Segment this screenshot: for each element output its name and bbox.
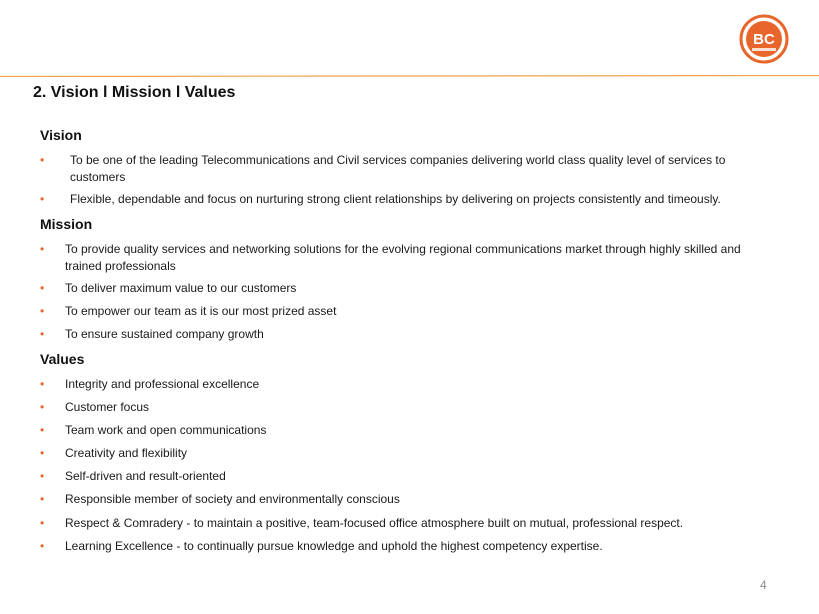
bullet-dot: •	[40, 281, 45, 295]
bullet-dot: •	[40, 423, 45, 437]
bullet-dot: •	[40, 192, 45, 206]
header-divider	[0, 75, 819, 77]
list-item: • To ensure sustained company growth	[40, 327, 264, 341]
bullet-dot: •	[40, 400, 45, 414]
values-heading: Values	[40, 351, 85, 367]
list-item: • Creativity and flexibility	[40, 446, 188, 460]
list-item: • Integrity and professional excellence	[40, 377, 260, 391]
bullet-dot: •	[40, 516, 45, 530]
bullet-dot: •	[40, 304, 45, 318]
bullet-dot: •	[40, 446, 45, 460]
bullet-dot: •	[40, 153, 45, 167]
mission-heading: Mission	[40, 216, 93, 232]
list-item: • To empower our team as it is our most prized asset	[40, 304, 337, 318]
bullet-dot: •	[40, 469, 45, 483]
vision-heading: Vision	[40, 127, 82, 143]
list-item: • To be one of the leading Telecommunications and Civil services companies delivering world class quality level of services to customers	[40, 153, 726, 184]
list-item: • Team work and open communications	[40, 423, 267, 437]
list-item: • Respect & Comradery - to maintain a positive, team-focused office atmosphere built on mutual, professional respect.	[40, 516, 684, 530]
list-item: • To deliver maximum value to our customers	[40, 281, 297, 295]
page-title: 2. Vision l Mission l Values	[33, 84, 236, 101]
bullet-dot: •	[40, 539, 45, 553]
list-item: • Customer focus	[40, 400, 150, 414]
company-logo	[739, 14, 789, 64]
svg-text:BC: BC	[753, 31, 775, 48]
page-number: 4	[760, 578, 767, 592]
list-item: • Flexible, dependable and focus on nurturing strong client relationships by delivering on projects consistently and timeously.	[40, 192, 721, 206]
list-item: • Responsible member of society and environmentally conscious	[40, 492, 400, 506]
list-item: • Learning Excellence - to continually pursue knowledge and uphold the highest competency expertise.	[40, 539, 603, 553]
list-item: • Self-driven and result-oriented	[40, 469, 226, 483]
bullet-dot: •	[40, 242, 45, 256]
bullet-dot: •	[40, 327, 45, 341]
bullet-dot: •	[40, 377, 45, 391]
list-item: • To provide quality services and networking solutions for the evolving regional communications market through highly skilled and trained professionals	[40, 242, 741, 273]
bullet-dot: •	[40, 492, 45, 506]
